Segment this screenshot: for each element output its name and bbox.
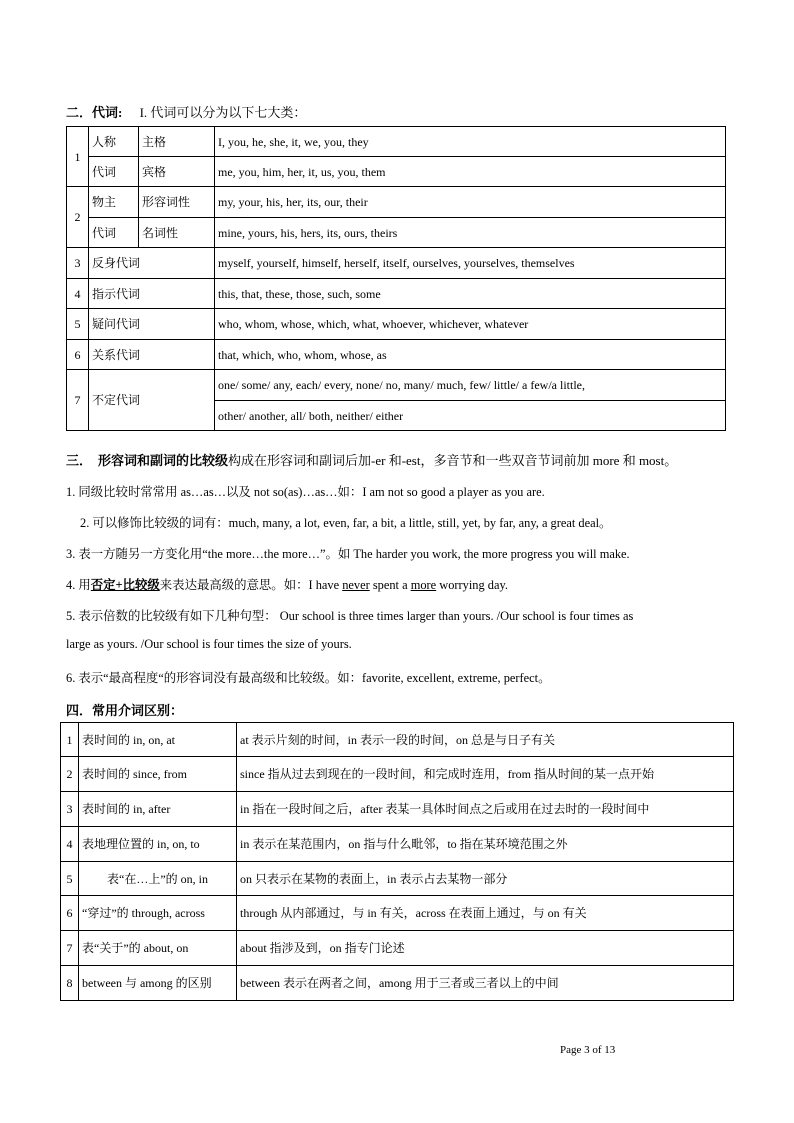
preposition-desc: on 只表示在某物的表面上，in 表示占去某物一部分 <box>237 862 734 896</box>
subcategory-label: 主格 <box>139 127 215 157</box>
row-number: 8 <box>61 966 79 1001</box>
pronoun-values: I, you, he, she, it, we, you, they <box>215 127 726 157</box>
preposition-item: 表“关于”的 about, on <box>79 931 237 966</box>
row-number: 5 <box>67 309 89 340</box>
pronoun-values: this, that, these, those, such, some <box>215 279 726 309</box>
preposition-desc: since 指从过去到现在的一段时间，和完成时连用，from 指从时间的某一点开始 <box>237 757 734 792</box>
table-row <box>61 862 734 896</box>
table-row <box>67 248 726 279</box>
row-number: 6 <box>61 896 79 931</box>
pronoun-values: mine, yours, his, hers, its, ours, theirs <box>215 218 726 248</box>
section3-point-3: 3. 表一方随另一方变化用“the more…the more…”。如 The harder you work, the more progress you will make. <box>66 547 630 561</box>
preposition-item: 表时间的 in, on, at <box>79 723 237 757</box>
row-number: 2 <box>61 757 79 792</box>
section3-point-5a: 5. 表示倍数的比较级有如下几种句型： Our school is three times larger than yours. /Our school is four times as <box>66 609 634 623</box>
pronoun-table <box>66 126 726 431</box>
row-number: 3 <box>61 792 79 827</box>
section3-number: 三． <box>66 453 93 468</box>
row-number: 2 <box>67 187 89 248</box>
pronoun-values: my, your, his, her, its, our, their <box>215 187 726 218</box>
table-row <box>61 792 734 827</box>
preposition-desc: at 表示片刻的时间，in 表示一段的时间，on 总是与日子有关 <box>237 723 734 757</box>
point-4-prefix: 4. 用 <box>66 578 91 592</box>
section3-point-2: 2. 可以修饰比较级的词有：much, many, a lot, even, far, a bit, a little, still, yet, by far, any, a great deal。 <box>80 516 612 530</box>
table-row <box>61 723 734 757</box>
section2-heading-line <box>66 102 306 121</box>
category-label: 疑问代词 <box>89 309 215 340</box>
section4-heading: 四．常用介词区别： <box>66 703 184 718</box>
row-number: 5 <box>61 862 79 896</box>
page-number: Page 3 of 13 <box>560 1044 616 1056</box>
row-number: 4 <box>67 279 89 309</box>
section3-heading <box>66 450 677 469</box>
point-4-underline-never: never <box>342 578 370 592</box>
preposition-desc: about 指涉及到，on 指专门论述 <box>237 931 734 966</box>
section2-subheading: I. 代词可以分为以下七大类： <box>139 105 307 120</box>
category-label: 反身代词 <box>89 248 215 279</box>
table-row <box>67 127 726 157</box>
category-label: 关系代词 <box>89 340 215 370</box>
section3-rule: 构成在形容词和副词后加-er 和-est，多音节和一些双音节词前加 more 和 most。 <box>228 453 678 468</box>
subcategory-label: 宾格 <box>139 157 215 187</box>
preposition-item: 表“在…上”的 on, in <box>79 862 237 896</box>
table-row <box>67 340 726 370</box>
section3-point-6: 6. 表示“最高程度“的形容词没有最高级和比较级。如：favorite, excellent, extreme, perfect。 <box>66 671 551 685</box>
preposition-desc: between 表示在两者之间，among 用于三者或三者以上的中间 <box>237 966 734 1001</box>
table-row <box>61 896 734 931</box>
row-number: 1 <box>67 127 89 187</box>
preposition-table <box>60 722 734 1001</box>
table-row <box>61 966 734 1001</box>
pronoun-values: who, whom, whose, which, what, whoever, whichever, whatever <box>215 309 726 340</box>
pronoun-values: me, you, him, her, it, us, you, them <box>215 157 726 187</box>
preposition-item: 表地理位置的 in, on, to <box>79 827 237 862</box>
pronoun-values: one/ some/ any, each/ every, none/ no, many/ much, few/ little/ a few/a little, <box>215 370 726 401</box>
row-number: 4 <box>61 827 79 862</box>
preposition-item: 表时间的 in, after <box>79 792 237 827</box>
table-row <box>67 370 726 401</box>
section3-title: 形容词和副词的比较级 <box>98 453 229 468</box>
pronoun-values: other/ another, all/ both, neither/ either <box>215 401 726 431</box>
row-number: 1 <box>61 723 79 757</box>
table-row <box>67 218 726 248</box>
section2-heading: 二．代词: <box>66 105 123 120</box>
row-number: 7 <box>61 931 79 966</box>
category-label: 代词 <box>89 157 139 187</box>
point-4-end: worrying day. <box>436 578 508 592</box>
table-row <box>61 827 734 862</box>
row-number: 6 <box>67 340 89 370</box>
preposition-item: 表时间的 since, from <box>79 757 237 792</box>
preposition-item: between 与 among 的区别 <box>79 966 237 1001</box>
subcategory-label: 名词性 <box>139 218 215 248</box>
point-4-text: 来表达最高级的意思。如：I have <box>159 578 343 592</box>
category-label: 代词 <box>89 218 139 248</box>
point-4-emphasis: 否定+比较级 <box>90 578 160 592</box>
table-row <box>67 187 726 218</box>
row-number: 3 <box>67 248 89 279</box>
category-label: 指示代词 <box>89 279 215 309</box>
section3-point-4 <box>66 575 508 593</box>
pronoun-values: that, which, who, whom, whose, as <box>215 340 726 370</box>
point-4-underline-more: more <box>410 578 437 592</box>
category-label: 人称 <box>89 127 139 157</box>
table-row <box>67 157 726 187</box>
pronoun-values: myself, yourself, himself, herself, itself, ourselves, yourselves, themselves <box>215 248 726 279</box>
table-row <box>67 279 726 309</box>
table-row <box>61 931 734 966</box>
category-label: 物主 <box>89 187 139 218</box>
preposition-desc: through 从内部通过，与 in 有关，across 在表面上通过，与 on 有关 <box>237 896 734 931</box>
subcategory-label: 形容词性 <box>139 187 215 218</box>
point-4-text-2: spent a <box>369 578 411 592</box>
section3-point-5b: large as yours. /Our school is four times the size of yours. <box>66 637 352 651</box>
preposition-item: “穿过”的 through, across <box>79 896 237 931</box>
table-row <box>61 757 734 792</box>
preposition-desc: in 表示在某范围内，on 指与什么毗邻，to 指在某环境范围之外 <box>237 827 734 862</box>
row-number: 7 <box>67 370 89 431</box>
preposition-desc: in 指在一段时间之后，after 表某一具体时间点之后或用在过去时的一段时间中 <box>237 792 734 827</box>
category-label: 不定代词 <box>89 370 215 431</box>
section3-point-1: 1. 同级比较时常常用 as…as…以及 not so(as)…as…如：I am not so good a player as you are. <box>66 485 545 499</box>
table-row <box>67 309 726 340</box>
